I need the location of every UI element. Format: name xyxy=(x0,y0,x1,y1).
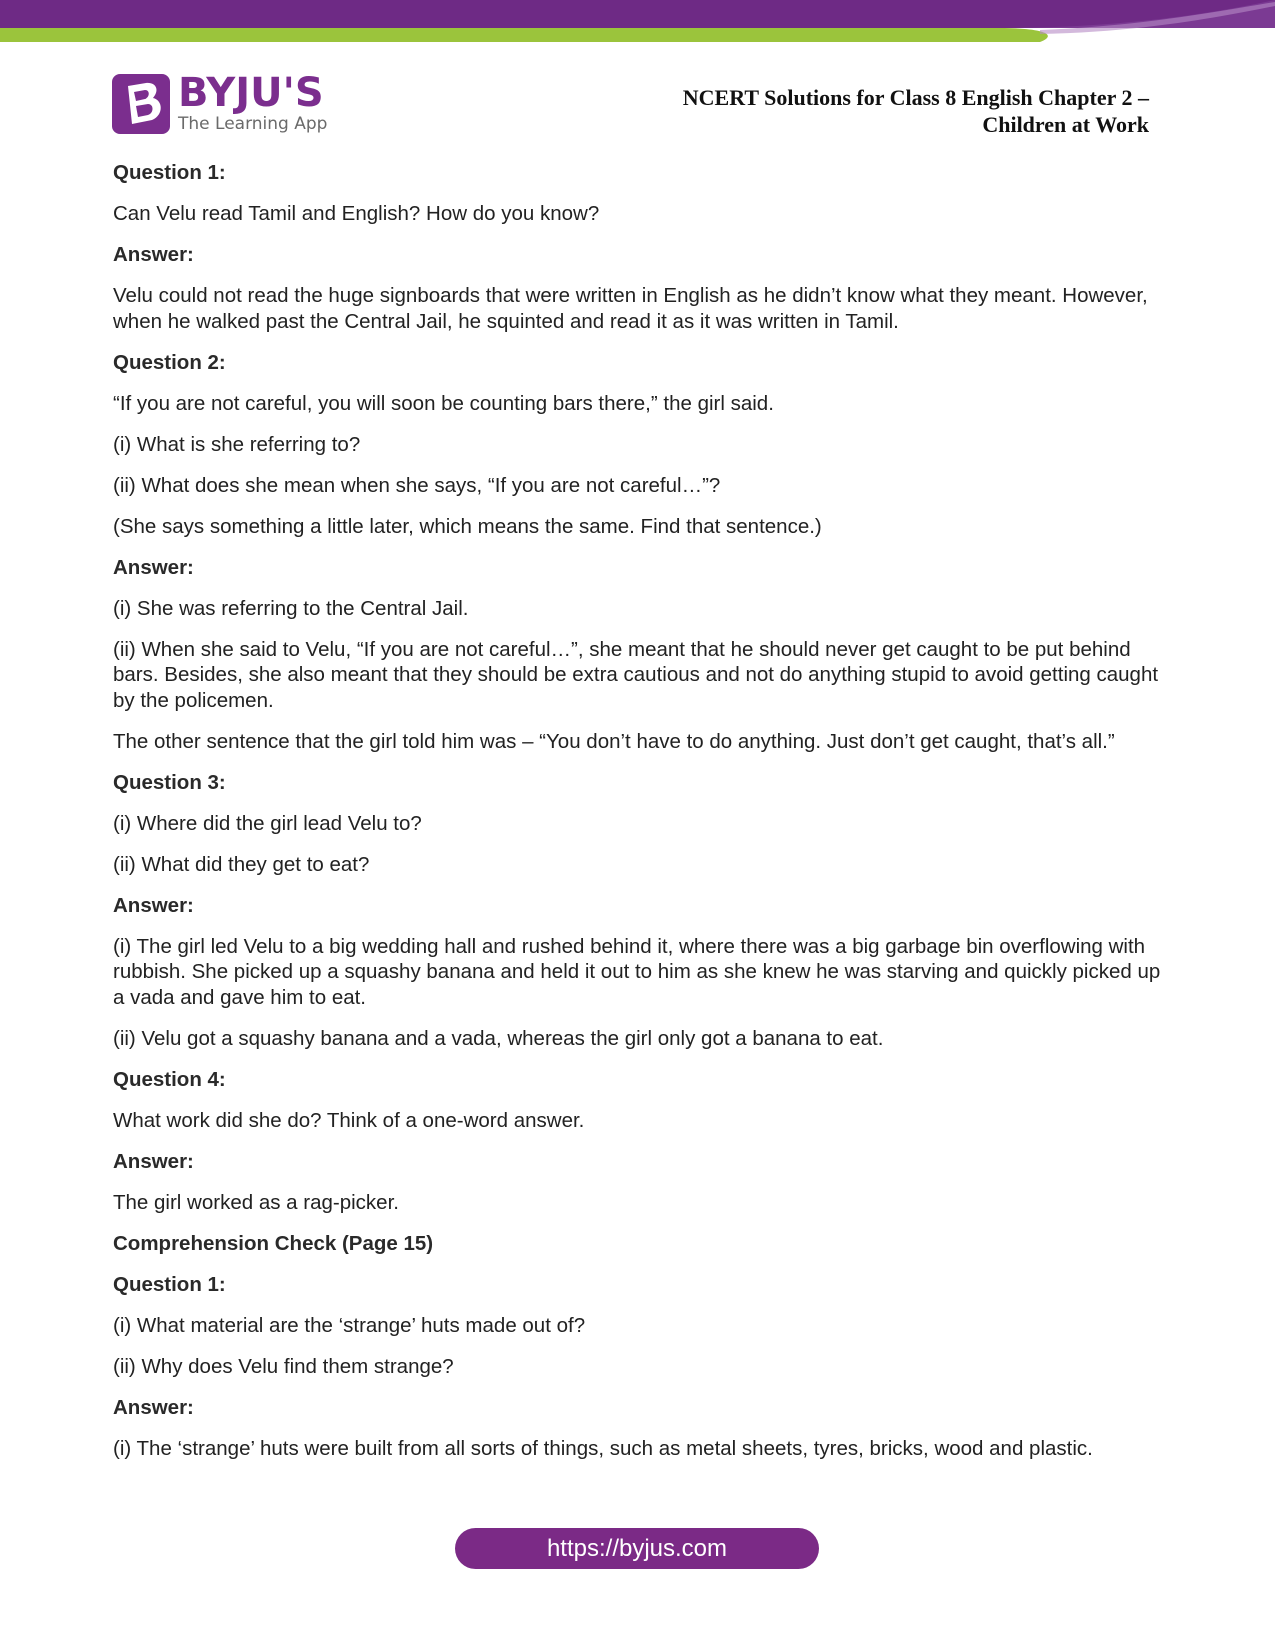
section-heading: Answer: xyxy=(113,1395,194,1419)
paragraph: Can Velu read Tamil and English? How do you know? xyxy=(113,202,600,225)
paragraph: (ii) Why does Velu find them strange? xyxy=(113,1354,454,1378)
section-heading: Comprehension Check (Page 15) xyxy=(113,1231,434,1255)
footer-url-link[interactable]: https://byjus.com xyxy=(455,1528,819,1569)
paragraph: (i) What is she referring to? xyxy=(113,432,361,456)
logo-b-icon xyxy=(112,74,170,134)
paragraph: (She says something a little later, which means the same. Find that sentence.) xyxy=(113,514,822,538)
paragraph: What work did she do? Think of a one-word answer. xyxy=(113,1108,585,1132)
section-heading: Answer: xyxy=(113,1149,194,1173)
paragraph: Velu could not read the huge signboards that were written in English as he didn’t know what they meant. However, when he walked past the Central Jail, he squinted and read it as it was written in Tamil. xyxy=(113,284,1148,333)
top-decorative-band xyxy=(0,0,1275,48)
section-heading: Question 1: xyxy=(113,161,226,184)
section-heading: Question 1: xyxy=(113,1272,226,1296)
logo-wordmark: BYJU'S xyxy=(178,70,324,116)
paragraph: (i) The ‘strange’ huts were built from all sorts of things, such as metal sheets, tyres, bricks, wood and plastic. xyxy=(113,1436,1093,1460)
paragraph: (ii) Velu got a squashy banana and a vada, whereas the girl only got a banana to eat. xyxy=(113,1026,884,1050)
paragraph: (i) The girl led Velu to a big wedding hall and rushed behind it, where there was a big garbage bin overflowing with rubbish. She picked up a squashy banana and held it out to him as she knew he was starving and quickly picked up a vada and gave him to eat. xyxy=(113,934,1161,1009)
paragraph: (ii) What did they get to eat? xyxy=(113,852,370,876)
byjus-logo xyxy=(112,70,332,136)
section-heading: Question 3: xyxy=(113,770,226,794)
document-title xyxy=(589,84,1149,138)
section-heading: Question 4: xyxy=(113,1067,226,1091)
paragraph: (i) She was referring to the Central Jail. xyxy=(113,596,469,620)
paragraph: (ii) What does she mean when she says, “If you are not careful…”? xyxy=(113,473,721,497)
paragraph: “If you are not careful, you will soon be counting bars there,” the girl said. xyxy=(113,391,774,415)
paragraph: (i) Where did the girl lead Velu to? xyxy=(113,811,422,835)
section-heading: Answer: xyxy=(113,555,194,579)
document-body xyxy=(113,160,1173,1477)
paragraph: (ii) When she said to Velu, “If you are not careful…”, she meant that he should never get caught to be put behind bars. Besides, she also meant that they should be extra cautious and not do anything stupid to avoid getting caught by the policemen. xyxy=(113,637,1159,712)
paragraph: The other sentence that the girl told him was – “You don’t have to do anything. Just don’t get caught, that’s all.” xyxy=(113,729,1115,753)
logo-tagline: The Learning App xyxy=(178,114,328,134)
paragraph: The girl worked as a rag-picker. xyxy=(113,1190,399,1214)
document-title-line1: NCERT Solutions for Class 8 English Chapter 2 – xyxy=(682,85,1149,110)
paragraph: (i) What material are the ‘strange’ huts made out of? xyxy=(113,1313,586,1337)
section-heading: Answer: xyxy=(113,893,194,917)
section-heading: Question 2: xyxy=(113,350,226,374)
document-title-line2: Children at Work xyxy=(982,112,1149,137)
section-heading: Answer: xyxy=(113,243,194,266)
